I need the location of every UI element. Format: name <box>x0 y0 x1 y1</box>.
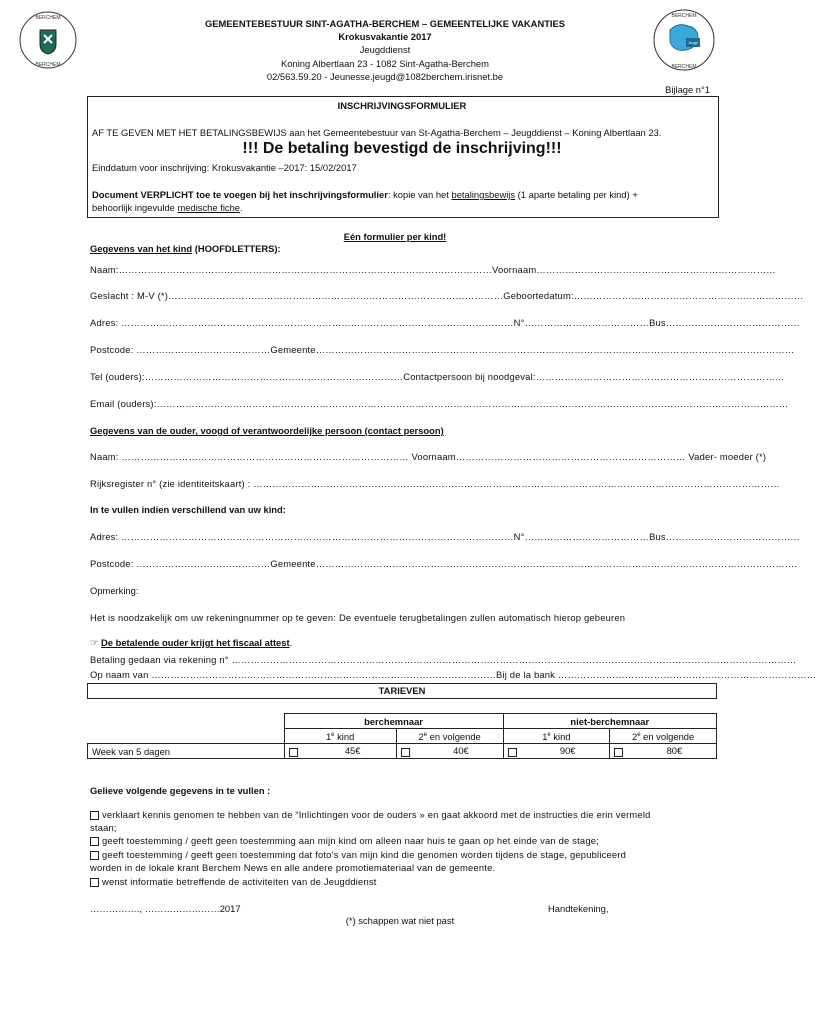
fiscaal-line <box>90 637 292 649</box>
checkbox[interactable] <box>90 811 99 820</box>
doc-rest: (1 aparte betaling per kind) + <box>515 189 638 200</box>
checkbox[interactable] <box>401 748 410 757</box>
gelieve-heading: Gelieve volgende gegevens in te vullen : <box>90 785 271 796</box>
empty-cell <box>88 714 285 729</box>
svg-text:BERCHEM: BERCHEM <box>35 15 61 21</box>
kind-heading <box>90 243 281 254</box>
checkbox[interactable] <box>508 748 517 757</box>
header-line-2: Krokusvakantie 2017 <box>338 31 432 42</box>
doc-line2b: . <box>240 202 243 213</box>
table-row <box>88 744 717 759</box>
gelieve-item-1-cont: staan; <box>90 822 117 833</box>
tarieven-table <box>87 713 717 759</box>
header-contact: 02/563.59.20 - Jeunesse.jeugd@1082berchem.irisnet.be <box>266 71 504 82</box>
medische-fiche-link: medische fiche <box>177 202 241 213</box>
box-headline: !!! De betaling bevestigd de inschrijving!!! <box>242 140 562 157</box>
gelieve-item-2[interactable]: geeft toestemming / geeft geen toestemming aan mijn kind om alleen naar huis te gaan op het einde van de stage; <box>90 835 710 846</box>
price-cell[interactable]: 45€ <box>284 744 396 759</box>
een-formulier-note: Eén formulier per kind! <box>343 231 447 242</box>
gelieve-item-3[interactable]: geeft toestemming / geeft geen toestemming dat foto’s van mijn kind die genomen worden tijdens de stage, gepubliceerd <box>90 849 710 860</box>
gelieve-item-4[interactable]: wenst informatie betreffende de activiteiten van de Jeugddienst <box>90 876 710 887</box>
opmerking-label: Opmerking: <box>90 585 139 596</box>
doc-line2a: behoorlijk ingevulde <box>92 202 178 213</box>
svg-text:BERCHEM: BERCHEM <box>671 64 697 70</box>
svg-text:Jeugd: Jeugd <box>688 41 698 45</box>
tel-field[interactable]: Tel (ouders):………………………………………………………………………Contactpersoon bij noodgeval:…………………………………………………………………… <box>90 371 785 382</box>
box-doc-line <box>92 189 712 200</box>
adres2-field[interactable]: Adres: ……………………………………………………………………………………………………………N°…………………………………Bus…………………………………… <box>90 531 800 542</box>
price-cell[interactable]: 80€ <box>610 744 717 759</box>
col-2e-volgende: 2e en volgende <box>610 729 717 744</box>
checkbox[interactable] <box>90 851 99 860</box>
jeugddienst-logo <box>652 8 716 72</box>
fiscaal-dot: . <box>289 637 293 648</box>
checkbox[interactable] <box>289 748 298 757</box>
footnote: (*) schappen wat niet past <box>345 915 455 926</box>
indien-heading: In te vullen indien verschillend van uw kind: <box>90 504 286 515</box>
betalingsbewijs-link: betalingsbewijs <box>451 189 516 200</box>
pointing-hand-icon: ☞ <box>90 637 99 648</box>
tarieven-title: TARIEVEN <box>87 683 717 699</box>
header-address: Koning Albertlaan 23 - 1082 Sint-Agatha-Berchem <box>281 58 489 69</box>
opnaam-field[interactable]: Op naam van ………………………………………………………………………………………………Bij de la bank ……………………………………………………………………… <box>90 669 816 680</box>
group-niet-berchemnaar: niet-berchemnaar <box>503 714 716 729</box>
group-berchemnaar: berchemnaar <box>284 714 503 729</box>
email-field[interactable]: Email (ouders):……………………………………………………………………………………………………………………………………………………………………………… <box>90 398 789 409</box>
svg-text:BERCHEM: BERCHEM <box>35 62 61 68</box>
col-1e-kind: 1e kind <box>503 729 610 744</box>
row-label: Week van 5 dagen <box>88 744 285 759</box>
bijlage-label: Bijlage n°1 <box>665 84 710 95</box>
doc-verplicht: Document VERPLICHT toe te voegen bij het inschrijvingsformulier <box>92 189 388 200</box>
gelieve-item-1[interactable]: verklaart kennis genomen te hebben van de “Inlichtingen voor de ouders » en gaat akkoord met de instructies die erin vermeld <box>90 809 710 820</box>
box-title: INSCHRIJVINGSFORMULIER <box>337 100 467 111</box>
berchem-coat-of-arms-logo <box>18 10 78 70</box>
geslacht-field[interactable]: Geslacht : M-V (*)……………………………………………………………………………………………Geboortedatum:……………………………………………………………… <box>90 290 804 301</box>
box-einddatum: Einddatum voor inschrijving: Krokusvakantie –2017: 15/02/2017 <box>92 162 357 173</box>
gelieve-item-3-cont: worden in de lokale krant Berchem News en alle andere promotiemateriaal van de gemeente. <box>90 862 496 873</box>
ouder-naam-field[interactable]: Naam: ……………………………………………………………………………… Voornaam……………………………………………………………… Vader- moeder (*) <box>90 451 767 462</box>
ouder-heading: Gegevens van de ouder, voogd of verantwoordelijke persoon (contact persoon) <box>90 425 444 436</box>
col-1e-kind: 1e kind <box>284 729 396 744</box>
betaling-field[interactable]: Betaling gedaan via rekening n° …………………………………………………………………………………………………………………………………………………………… <box>90 654 797 665</box>
price-cell[interactable]: 90€ <box>503 744 610 759</box>
handtekening-label: Handtekening, <box>548 903 609 914</box>
fiscaal-text: De betalende ouder krijgt het fiscaal attest <box>101 637 290 648</box>
table-row <box>88 714 717 729</box>
doc-mid: : kopie van het <box>387 189 452 200</box>
rijksregister-field[interactable]: Rijksregister n° (zie identiteitskaart) : ………………………………………………………………………………………………………………………………………………… <box>90 478 780 489</box>
box-line-1: AF TE GEVEN MET HET BETALINGSBEWIJS aan het Gemeentebestuur van St-Agatha-Berchem – Jeugddienst – Koning Albertlaan 23. <box>92 127 662 138</box>
checkbox[interactable] <box>614 748 623 757</box>
checkbox[interactable] <box>90 878 99 887</box>
rekening-note: Het is noodzakelijk om uw rekeningnummer op te geven: De eventuele terugbetalingen zullen automatisch hierop gebeuren <box>90 612 626 623</box>
naam-field[interactable]: Naam:………………………………………………………………………………………………………Voornaam………………………………………………………………… <box>90 264 776 275</box>
header-line-1: GEMEENTEBESTUUR SINT-AGATHA-BERCHEM – GEMEENTELIJKE VAKANTIES <box>204 18 566 29</box>
postcode-field[interactable]: Postcode: ……………………………………Gemeente…………………………………………………………………………………………………………………………………… <box>90 344 795 355</box>
checkbox[interactable] <box>90 837 99 846</box>
empty-cell <box>88 729 285 744</box>
date-field[interactable]: ……………., ……………………2017 <box>90 903 241 914</box>
postcode2-field[interactable]: Postcode: ……………………………………Gemeente……………………………………………………………………………………………………………………………………. <box>90 558 798 569</box>
kind-heading-label: Gegevens van het kind <box>90 243 193 254</box>
header-line-3: Jeugddienst <box>359 44 411 55</box>
price-cell[interactable]: 40€ <box>396 744 503 759</box>
kind-heading-rest: (HOOFDLETTERS): <box>192 243 281 254</box>
table-row <box>88 729 717 744</box>
svg-text:BERCHEM: BERCHEM <box>671 13 697 19</box>
adres-field[interactable]: Adres: ……………………………………………………………………………………………………………N°…………………………………Bus…………………………………… <box>90 317 800 328</box>
col-2e-volgende: 2e en volgende <box>396 729 503 744</box>
box-doc-line-2 <box>92 202 243 213</box>
